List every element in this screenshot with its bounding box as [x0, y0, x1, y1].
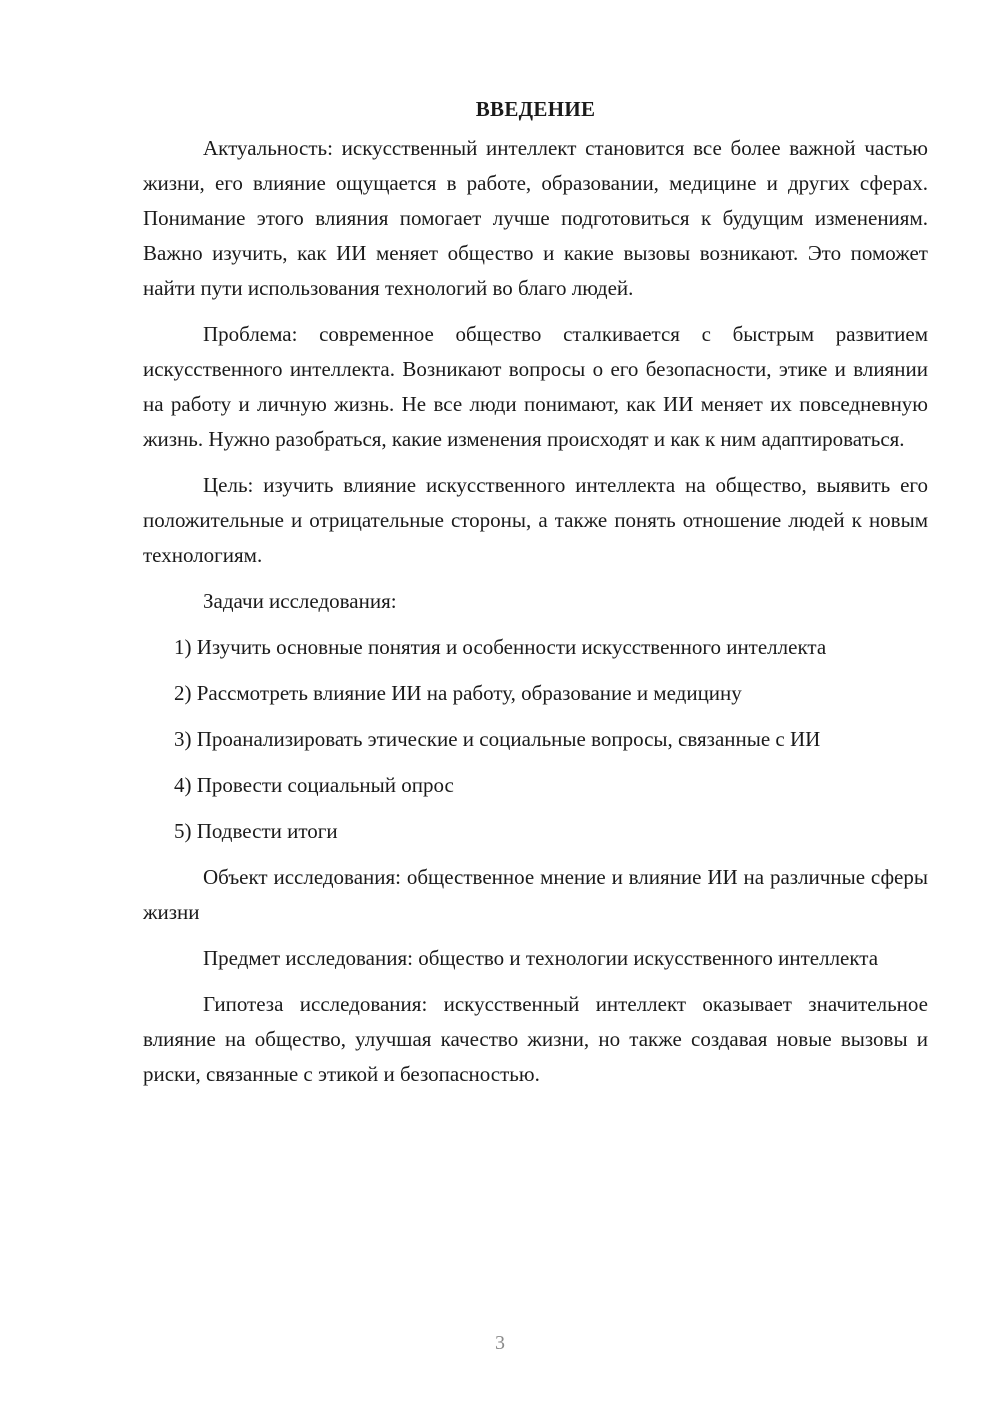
page-title: ВВЕДЕНИЕ	[475, 97, 596, 121]
list-item: 1) Изучить основные понятия и особенности искусственного интеллекта	[174, 635, 827, 659]
tasks-list	[143, 630, 928, 849]
list-item: 5) Подвести итоги	[174, 819, 338, 843]
list-item: 3) Проанализировать этические и социальные вопросы, связанные с ИИ	[174, 727, 821, 751]
paragraph-subject: Предмет исследования: общество и технологии искусственного интеллекта	[203, 946, 879, 970]
tasks-heading: Задачи исследования:	[203, 589, 397, 613]
document-page	[143, 92, 928, 1103]
paragraph-relevance: Актуальность: искусственный интеллект становится все более важной частью жизни, его влияние ощущается в работе, образовании, медицине и других сферах. Понимание этого влияния помогает лучше подготовиться к будущим изменениям. Важно изучить, как ИИ меняет общество и какие вызовы возникают. Это поможет найти пути использования технологий во благо людей.	[143, 136, 928, 300]
paragraph-goal: Цель: изучить влияние искусственного интеллекта на общество, выявить его положительные и отрицательные стороны, а также понять отношение людей к новым технологиям.	[143, 473, 928, 567]
paragraph-hypothesis: Гипотеза исследования: искусственный интеллект оказывает значительное влияние на общество, улучшая качество жизни, но также создавая новые вызовы и риски, связанные с этикой и безопасностью.	[143, 992, 928, 1086]
list-item: 2) Рассмотреть влияние ИИ на работу, образование и медицину	[174, 681, 742, 705]
list-item: 4) Провести социальный опрос	[174, 773, 454, 797]
paragraph-problem: Проблема: современное общество сталкивается с быстрым развитием искусственного интеллекта. Возникают вопросы о его безопасности, этике и влиянии на работу и личную жизнь. Не все люди понимают, как ИИ меняет их повседневную жизнь. Нужно разобраться, какие изменения происходят и как к ним адаптироваться.	[143, 322, 928, 451]
paragraph-object: Объект исследования: общественное мнение и влияние ИИ на различные сферы жизни	[143, 865, 928, 924]
page-number: 3	[495, 1332, 505, 1354]
